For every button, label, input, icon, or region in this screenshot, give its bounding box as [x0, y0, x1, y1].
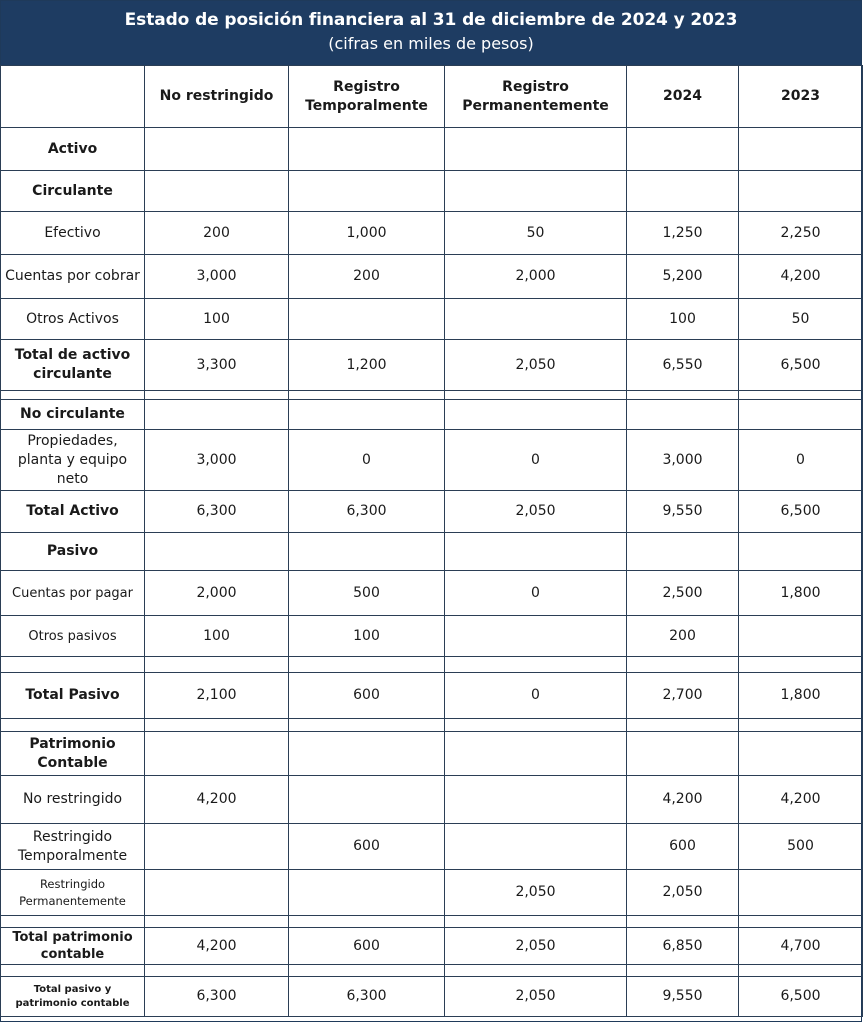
- cell: [1, 719, 145, 732]
- table-row: [1, 616, 863, 657]
- cell: [145, 732, 289, 776]
- row-label: No restringido: [1, 776, 145, 824]
- table-row: [1, 255, 863, 299]
- table-row: [1, 212, 863, 255]
- column-header-temporal: Registro Temporalmente: [289, 66, 445, 128]
- cell: 3,300: [145, 340, 289, 391]
- cell: [627, 657, 739, 673]
- cell: [289, 916, 445, 928]
- row-label: Total de activo circulante: [1, 340, 145, 391]
- table-row: [1, 870, 863, 916]
- financial-table: [0, 65, 863, 1017]
- cell: 4,200: [145, 776, 289, 824]
- cell: [289, 657, 445, 673]
- cell: [739, 732, 863, 776]
- cell: 600: [289, 824, 445, 870]
- cell: [145, 824, 289, 870]
- cell: 5,200: [627, 255, 739, 299]
- cell: [739, 128, 863, 171]
- cell: 4,700: [739, 928, 863, 965]
- row-label: Cuentas por cobrar: [1, 255, 145, 299]
- cell: 4,200: [739, 776, 863, 824]
- table-row: [1, 128, 863, 171]
- cell: [627, 128, 739, 171]
- cell: 2,100: [145, 673, 289, 719]
- table-row: [1, 171, 863, 212]
- cell: [445, 776, 627, 824]
- row-label: No circulante: [1, 400, 145, 430]
- cell: [739, 657, 863, 673]
- cell: 6,550: [627, 340, 739, 391]
- row-label: Restringido Temporalmente: [1, 824, 145, 870]
- cell: [739, 171, 863, 212]
- cell: [627, 719, 739, 732]
- row-label: Total patrimonio contable: [1, 928, 145, 965]
- column-header-concept: [1, 66, 145, 128]
- statement-header: [1, 1, 861, 65]
- spacer-row: [1, 657, 863, 673]
- cell: [289, 299, 445, 340]
- cell: 1,800: [739, 571, 863, 616]
- cell: [289, 400, 445, 430]
- row-label: Propiedades, planta y equipo neto: [1, 430, 145, 491]
- cell: [445, 299, 627, 340]
- cell: 6,300: [145, 491, 289, 533]
- cell: 50: [445, 212, 627, 255]
- table-row: [1, 400, 863, 430]
- spacer-row: [1, 391, 863, 400]
- cell: [145, 719, 289, 732]
- cell: 1,250: [627, 212, 739, 255]
- cell: 2,050: [445, 870, 627, 916]
- cell: [739, 391, 863, 400]
- cell: 4,200: [627, 776, 739, 824]
- cell: 3,000: [145, 430, 289, 491]
- cell: [145, 171, 289, 212]
- table-row: [1, 571, 863, 616]
- row-label: Otros Activos: [1, 299, 145, 340]
- cell: 200: [627, 616, 739, 657]
- cell: [445, 533, 627, 571]
- cell: [739, 965, 863, 977]
- column-header-no-restringido: No restringido: [145, 66, 289, 128]
- cell: [627, 916, 739, 928]
- cell: 2,050: [445, 491, 627, 533]
- cell: 200: [145, 212, 289, 255]
- cell: 1,000: [289, 212, 445, 255]
- table-row: [1, 491, 863, 533]
- cell: 6,300: [289, 977, 445, 1017]
- cell: 600: [289, 928, 445, 965]
- cell: [445, 719, 627, 732]
- cell: [289, 533, 445, 571]
- cell: [627, 391, 739, 400]
- cell: 0: [445, 673, 627, 719]
- cell: [289, 776, 445, 824]
- cell: 4,200: [739, 255, 863, 299]
- table-row: [1, 928, 863, 965]
- cell: [739, 400, 863, 430]
- cell: [627, 400, 739, 430]
- cell: [289, 128, 445, 171]
- cell: 9,550: [627, 977, 739, 1017]
- column-header-2024: 2024: [627, 66, 739, 128]
- cell: [289, 171, 445, 212]
- table-row: [1, 299, 863, 340]
- cell: 0: [445, 571, 627, 616]
- row-label: Patrimonio Contable: [1, 732, 145, 776]
- cell: [739, 533, 863, 571]
- cell: 100: [627, 299, 739, 340]
- cell: 500: [739, 824, 863, 870]
- cell: 2,500: [627, 571, 739, 616]
- cell: [445, 657, 627, 673]
- cell: 6,850: [627, 928, 739, 965]
- cell: [739, 916, 863, 928]
- cell: [445, 732, 627, 776]
- cell: [445, 824, 627, 870]
- cell: [145, 657, 289, 673]
- cell: [289, 719, 445, 732]
- table-header-row: [1, 66, 863, 128]
- cell: [739, 616, 863, 657]
- cell: 6,300: [145, 977, 289, 1017]
- row-label: Pasivo: [1, 533, 145, 571]
- cell: [445, 391, 627, 400]
- cell: [1, 916, 145, 928]
- cell: 600: [627, 824, 739, 870]
- row-label: Total Activo: [1, 491, 145, 533]
- cell: [145, 128, 289, 171]
- table-row: [1, 673, 863, 719]
- cell: [145, 400, 289, 430]
- cell: 6,500: [739, 977, 863, 1017]
- cell: 2,050: [627, 870, 739, 916]
- cell: [145, 916, 289, 928]
- cell: [145, 870, 289, 916]
- column-header-permanente: Registro Permanentemente: [445, 66, 627, 128]
- row-label: Efectivo: [1, 212, 145, 255]
- cell: [627, 732, 739, 776]
- table-row: [1, 977, 863, 1017]
- cell: [145, 533, 289, 571]
- cell: [1, 657, 145, 673]
- row-label: Circulante: [1, 171, 145, 212]
- cell: 6,300: [289, 491, 445, 533]
- row-label: Total Pasivo: [1, 673, 145, 719]
- cell: 500: [289, 571, 445, 616]
- cell: [289, 965, 445, 977]
- cell: 2,250: [739, 212, 863, 255]
- cell: [289, 391, 445, 400]
- row-label: Cuentas por pagar: [1, 571, 145, 616]
- statement-subtitle: (cifras en miles de pesos): [328, 34, 534, 53]
- table-row: [1, 340, 863, 391]
- statement-title: Estado de posición financiera al 31 de diciembre de 2024 y 2023: [124, 10, 738, 30]
- cell: [145, 391, 289, 400]
- cell: 2,050: [445, 928, 627, 965]
- cell: [739, 719, 863, 732]
- table-row: [1, 732, 863, 776]
- cell: 1,800: [739, 673, 863, 719]
- column-header-2023: 2023: [739, 66, 863, 128]
- table-row: [1, 824, 863, 870]
- cell: 2,000: [145, 571, 289, 616]
- cell: 6,500: [739, 491, 863, 533]
- cell: 100: [145, 616, 289, 657]
- cell: 200: [289, 255, 445, 299]
- cell: 6,500: [739, 340, 863, 391]
- row-label: Activo: [1, 128, 145, 171]
- cell: [289, 870, 445, 916]
- cell: 9,550: [627, 491, 739, 533]
- spacer-row: [1, 965, 863, 977]
- cell: [445, 400, 627, 430]
- cell: [627, 965, 739, 977]
- cell: [289, 732, 445, 776]
- cell: 0: [739, 430, 863, 491]
- cell: 4,200: [145, 928, 289, 965]
- cell: 2,700: [627, 673, 739, 719]
- cell: 100: [289, 616, 445, 657]
- cell: 2,050: [445, 977, 627, 1017]
- cell: 3,000: [627, 430, 739, 491]
- cell: 50: [739, 299, 863, 340]
- cell: [445, 616, 627, 657]
- cell: [445, 128, 627, 171]
- cell: [445, 171, 627, 212]
- cell: [445, 965, 627, 977]
- cell: 0: [445, 430, 627, 491]
- cell: 2,000: [445, 255, 627, 299]
- row-label: Otros pasivos: [1, 616, 145, 657]
- table-row: [1, 430, 863, 491]
- row-label: Total pasivo y patrimonio contable: [1, 977, 145, 1017]
- cell: [1, 391, 145, 400]
- cell: 600: [289, 673, 445, 719]
- spacer-row: [1, 719, 863, 732]
- cell: 1,200: [289, 340, 445, 391]
- row-label: Restringido Permanentemente: [1, 870, 145, 916]
- cell: [445, 916, 627, 928]
- cell: [145, 965, 289, 977]
- cell: [739, 870, 863, 916]
- table-row: [1, 776, 863, 824]
- cell: 0: [289, 430, 445, 491]
- spacer-row: [1, 916, 863, 928]
- cell: [1, 965, 145, 977]
- table-row: [1, 533, 863, 571]
- cell: 100: [145, 299, 289, 340]
- cell: [627, 533, 739, 571]
- cell: 2,050: [445, 340, 627, 391]
- cell: 3,000: [145, 255, 289, 299]
- cell: [627, 171, 739, 212]
